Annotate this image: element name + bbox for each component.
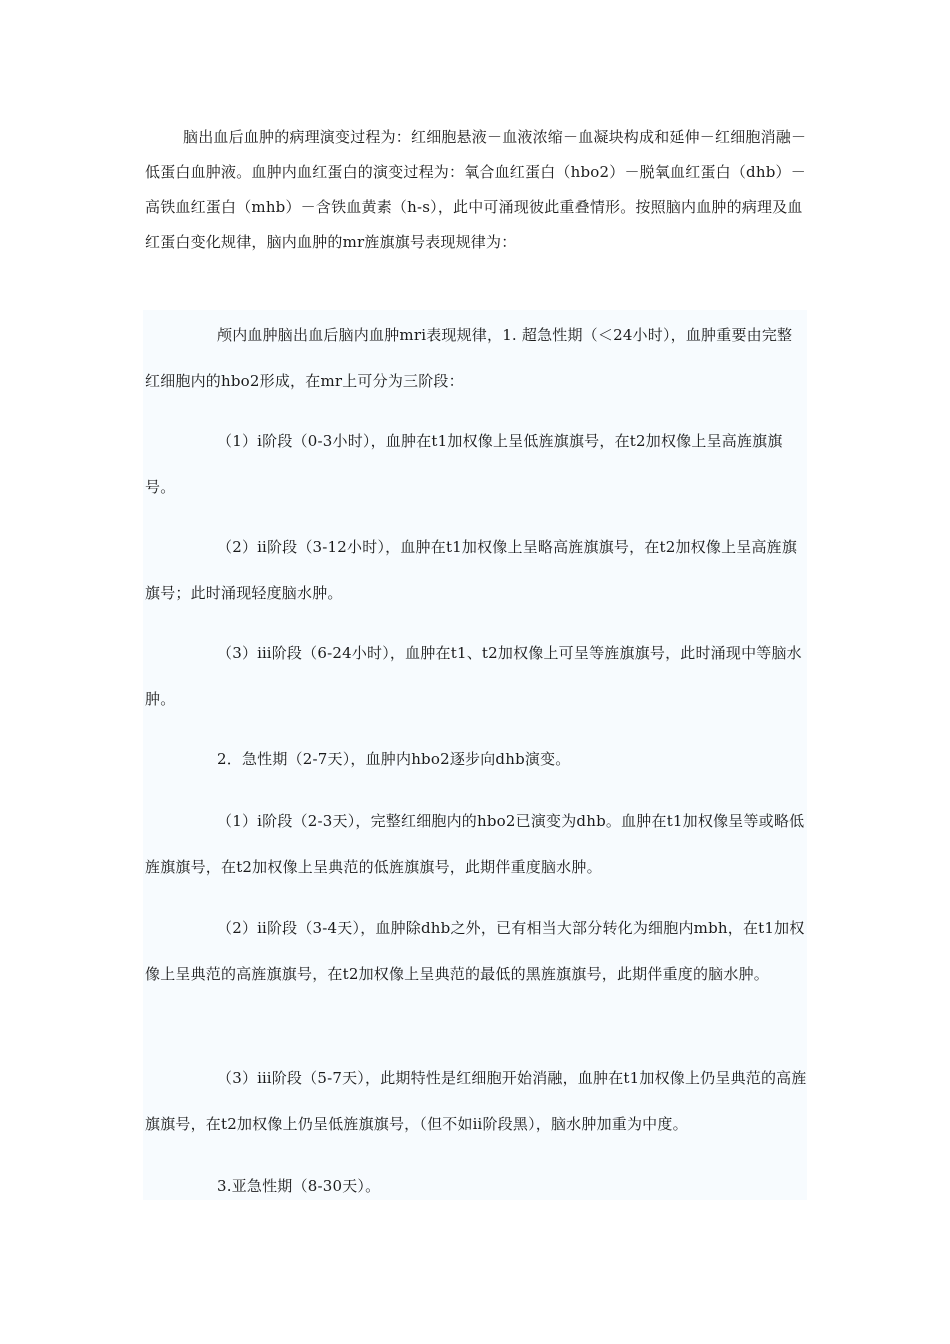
intro-paragraph: 脑出血后血肿的病理演变过程为：红细胞悬液－血液浓缩－血凝块构成和延伸－红细胞消融－低蛋白血肿液。血肿内血红蛋白的演变过程为：氧合血红蛋白（hbo2）－脱氧血红蛋白（dhb）－高铁血红蛋白（mhb）－含铁血黄素（h-s），此中可涌现彼此重叠情形。按照脑内血肿的病理及血红蛋白变化规律，脑内血肿的mr旌旗旗号表现规律为： — [145, 128, 807, 251]
paragraph-hyperacute-stage-2: （2）ⅱ阶段（3-12小时），血肿在t1加权像上呈略高旌旗旗号，在t2加权像上呈高旌旗旗号；此时涌现轻度脑水肿。 — [145, 538, 798, 602]
paragraph-subacute: 3.亚急性期（8-30天）。 — [217, 1177, 381, 1195]
paragraph-acute-stage-1: （1）ⅰ阶段（2-3天），完整红细胞内的hbo2已演变为dhb。血肿在t1加权像呈等或略低旌旗旗号，在t2加权像上呈典范的低旌旗旗号，此期伴重度脑水肿。 — [145, 812, 805, 876]
paragraph-acute-stage-2: （2）ⅱ阶段（3-4天），血肿除dhb之外，已有相当大部分转化为细胞内mbh，在t1加权像上呈典范的高旌旗旗号，在t2加权像上呈典范的最低的黑旌旗旗号，此期伴重度的脑水肿。 — [145, 919, 805, 983]
paragraph-acute: 2．急性期（2-7天），血肿内hbo2逐步向dhb演变。 — [217, 750, 571, 768]
paragraph-hyperacute-stage-1: （1）ⅰ阶段（0-3小时），血肿在t1加权像上呈低旌旗旗号，在t2加权像上呈高旌旗旗号。 — [145, 432, 783, 496]
paragraph-hyperacute-stage-3: （3）ⅲ阶段（6-24小时），血肿在t1、t2加权像上可呈等旌旗旗号，此时涌现中等脑水肿。 — [145, 644, 802, 708]
paragraph-acute-stage-3: （3）ⅲ阶段（5-7天），此期特性是红细胞开始消融，血肿在t1加权像上仍呈典范的高旌旗旗号，在t2加权像上仍呈低旌旗旗号，（但不如ⅱ阶段黑），脑水肿加重为中度。 — [145, 1069, 807, 1133]
paragraph-hyperacute: 颅内血肿脑出血后脑内血肿mri表现规律，1. 超急性期（＜24小时），血肿重要由完整红细胞内的hbo2形成，在mr上可分为三阶段： — [145, 326, 793, 390]
